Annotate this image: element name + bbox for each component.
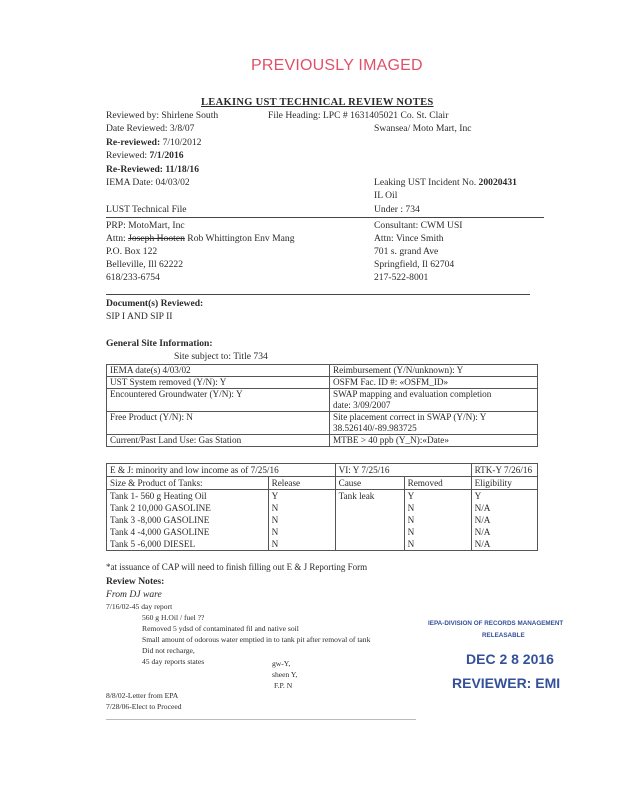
ej-cell: E & J: minority and low income as of 7/25/16 — [107, 464, 336, 477]
note-line: 7/28/06-Elect to Proceed — [106, 702, 182, 711]
documents-label: Document(s) Reviewed: — [106, 298, 204, 309]
table-cell: Tank 2 10,000 GASOLINE — [107, 502, 269, 514]
table-cell: Free Product (Y/N): N — [107, 412, 330, 435]
table-cell: Tank 4 -4,000 GASOLINE — [107, 526, 269, 538]
table-row — [107, 490, 538, 503]
placement-line-2: 38.526140/-89.983725 — [333, 423, 417, 433]
table-cell — [330, 412, 538, 435]
table-row — [107, 365, 538, 377]
re-reviewed-label: Re-reviewed: — [106, 137, 163, 148]
table-row — [107, 412, 538, 435]
consultant-phone: 217-522-8001 — [374, 272, 429, 283]
incident-label: Leaking UST Incident No. — [374, 177, 479, 188]
note-line: 45 day reports states — [142, 657, 205, 666]
date-reviewed: Date Reviewed: 3/8/07 — [106, 123, 195, 134]
note-line: Small amount of odorous water emptied in to tank pit after removal of tank — [142, 635, 371, 644]
table-cell: N — [404, 526, 471, 538]
table-cell: Tank 5 -6,000 DIESEL — [107, 538, 269, 551]
site-name: Swansea/ Moto Mart, Inc — [374, 123, 472, 134]
reviewer-stamp: REVIEWER: EMI — [452, 675, 561, 691]
table-cell: Encountered Groundwater (Y/N): Y — [107, 389, 330, 412]
prp-name: PRP: MotoMart, Inc — [106, 220, 185, 231]
table-cell: Tank 1- 560 g Heating Oil — [107, 490, 269, 503]
records-mgmt-stamp: IEPA-DIVISION OF RECORDS MANAGEMENT — [428, 620, 564, 627]
note-fp: F.P. N — [274, 681, 293, 690]
footnote: *at issuance of CAP will need to finish filling out E & J Reporting Form — [106, 562, 368, 572]
table-row — [107, 514, 538, 526]
note-line: Removed 5 ydsd of contaminated fil and native soil — [142, 624, 299, 633]
table-cell: N — [268, 502, 335, 514]
table-cell: UST System removed (Y/N): Y — [107, 377, 330, 389]
table-cell: OSFM Fac. ID #: «OSFM_ID» — [330, 377, 538, 389]
prp-po: P.O. Box 122 — [106, 246, 158, 257]
table-cell: Tank leak — [335, 490, 404, 503]
prp-city: Belleville, Ill 62222 — [106, 259, 184, 270]
table-header-row — [107, 477, 538, 490]
il-oil: IL Oil — [374, 190, 398, 201]
swap-line-1: SWAP mapping and evaluation completion — [333, 389, 492, 399]
under-title: Under : 734 — [374, 204, 420, 215]
stamp-date: DEC 2 8 2016 — [466, 651, 554, 667]
page-title: LEAKING UST TECHNICAL REVIEW NOTES — [201, 97, 434, 108]
re-reviewed-2 — [106, 164, 199, 175]
table-row — [107, 377, 538, 389]
consultant-address: 701 s. grand Ave — [374, 246, 439, 257]
table-cell: Reimbursement (Y/N/unknown): Y — [330, 365, 538, 377]
table-cell: N/A — [471, 514, 537, 526]
divider — [106, 294, 530, 295]
column-header: Eligibility — [471, 477, 537, 490]
file-heading: File Heading: LPC # 1631405021 Co. St. Clair — [268, 110, 449, 121]
note-gw: gw-Y, — [272, 659, 291, 668]
re-reviewed-2-date: 11/18/16 — [165, 164, 199, 175]
releasable-stamp: RELEASABLE — [482, 632, 525, 639]
table-cell: N — [404, 514, 471, 526]
placement-line-1: Site placement correct in SWAP (Y/N): Y — [333, 412, 487, 422]
swap-line-2: date: 3/09/2007 — [333, 400, 391, 410]
table-cell — [335, 538, 404, 551]
table-row — [107, 464, 538, 477]
table-cell: Y — [471, 490, 537, 503]
table-cell: Y — [268, 490, 335, 503]
table-cell — [330, 389, 538, 412]
vi-cell: VI: Y 7/25/16 — [335, 464, 471, 477]
table-row — [107, 526, 538, 538]
documents-value: SIP I AND SIP II — [106, 311, 173, 322]
note-line: 8/8/02-Letter from EPA — [106, 691, 179, 700]
table-row — [107, 502, 538, 514]
column-header: Cause — [335, 477, 404, 490]
consultant-city: Springfield, Il 62704 — [374, 259, 455, 270]
column-header: Removed — [404, 477, 471, 490]
prp-attn-label: Attn: — [106, 233, 129, 244]
consultant-attn: Attn: Vince Smith — [374, 233, 444, 244]
reviewed-date: 7/1/2016 — [149, 150, 184, 161]
site-info-table — [106, 364, 538, 447]
from-label: From DJ ware — [106, 589, 162, 600]
note-line: Did not recharge, — [142, 646, 195, 655]
note-line: 560 g H.Oil / fuel ?? — [142, 613, 205, 622]
prp-attn-struck: Joseph Hooten — [128, 233, 185, 244]
table-cell: Tank 3 -8,000 GASOLINE — [107, 514, 269, 526]
divider — [106, 719, 416, 720]
note-sheen: sheen Y, — [272, 670, 298, 679]
re-reviewed-2-label: Re-Reviewed: — [106, 164, 166, 175]
table-cell — [335, 526, 404, 538]
table-cell: IEMA date(s) 4/03/02 — [107, 365, 330, 377]
site-info-label: General Site Information: — [106, 338, 213, 349]
table-cell: N/A — [471, 538, 537, 551]
reviewed-by: Reviewed by: Shirlene South — [106, 110, 219, 121]
lust-technical-file: LUST Technical File — [106, 204, 187, 215]
site-subject: Site subject to: Title 734 — [174, 351, 268, 362]
re-reviewed — [106, 137, 201, 148]
review-notes-label: Review Notes: — [106, 576, 165, 587]
incident-value: 20020431 — [478, 177, 517, 188]
consultant-name: Consultant: CWM USI — [374, 220, 463, 231]
incident-number — [374, 177, 517, 188]
rtk-cell: RTK-Y 7/26/16 — [471, 464, 537, 477]
table-cell: N/A — [471, 526, 537, 538]
divider — [106, 217, 544, 218]
table-row — [107, 538, 538, 551]
note-line: 7/16/02-45 day report — [106, 602, 173, 611]
tanks-table — [106, 463, 538, 551]
reviewed — [106, 150, 184, 161]
table-cell: N — [268, 538, 335, 551]
prp-attn-rest: Rob Whittington Env Mang — [184, 233, 295, 244]
table-cell: Y — [404, 490, 471, 503]
table-cell: N — [268, 526, 335, 538]
reviewed-label: Reviewed: — [106, 150, 150, 161]
column-header: Size & Product of Tanks: — [107, 477, 269, 490]
iema-date: IEMA Date: 04/03/02 — [106, 177, 190, 188]
column-header: Release — [268, 477, 335, 490]
table-row — [107, 435, 538, 447]
table-cell: N — [404, 538, 471, 551]
table-cell: N — [268, 514, 335, 526]
prp-phone: 618/233-6754 — [106, 272, 160, 283]
table-row — [107, 389, 538, 412]
previously-imaged-stamp: PREVIOUSLY IMAGED — [251, 57, 423, 74]
prp-attn — [106, 233, 295, 244]
table-cell: MTBE > 40 ppb (Y_N):«Date» — [330, 435, 538, 447]
table-cell — [335, 514, 404, 526]
table-cell: Current/Past Land Use: Gas Station — [107, 435, 330, 447]
table-cell: N — [404, 502, 471, 514]
table-cell — [335, 502, 404, 514]
table-cell: N/A — [471, 502, 537, 514]
re-reviewed-date: 7/10/2012 — [162, 137, 202, 148]
